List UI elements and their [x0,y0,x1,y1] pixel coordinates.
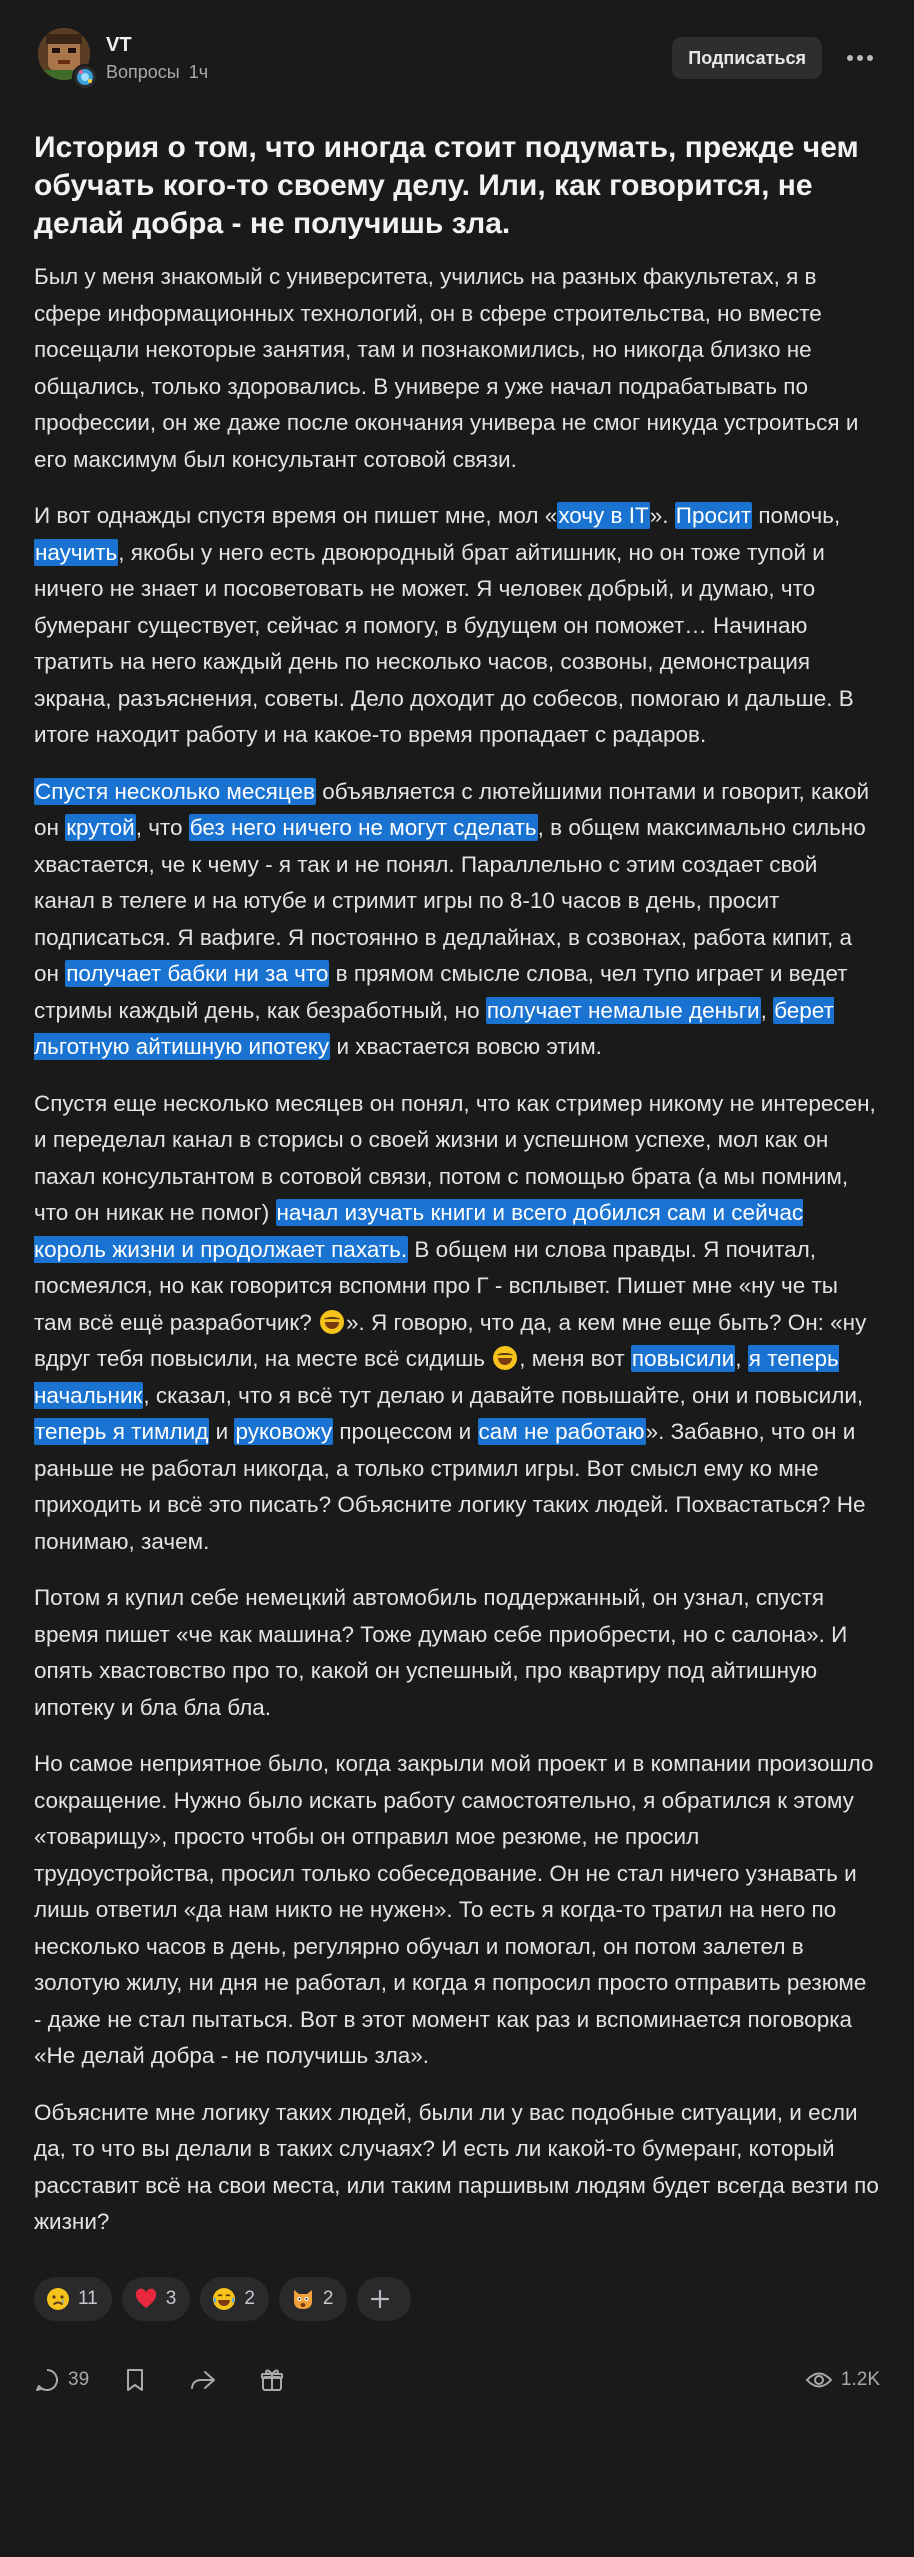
text-segment: , якобы у него есть двоюродный брат айтишник, но он тоже тупой и ничего не знает и посоветовать не может. Я человек добрый, и думаю, что бумеранг существует, сейчас я помогу, в будущем он поможет… Начинаю тратить на него каждый день по несколько часов, созвоны, демонстрация экрана, разъяснения, советы. Дело доходит до собесов, помогаю и дальше. В итоге находит работу и на какое-то время пропадает с радаров. [34,539,854,747]
reaction-heart[interactable] [122,2277,191,2321]
highlighted-text: получает бабки ни за что [66,961,329,986]
comments-button[interactable] [34,2367,89,2393]
plus-icon [369,2288,391,2310]
text-segment: , сказал, что я всё тут делаю и давайте повышайте, они и повысили, [143,1382,864,1408]
highlighted-text: без него ничего не могут сделать [189,815,537,840]
text-segment: Объясните мне логику таких людей, были ли у вас подобные ситуации, и если да, то что вы делали в таких случаях? И есть ли какой-то бумеранг, который расставит всё на свои места, или таким паршивым людям будет всегда везти по жизни? [34,2099,879,2234]
more-options-icon[interactable] [840,38,880,78]
text-segment: ». Я говорю, что да, а кем мне еще быть? Он: «ну вдруг тебя повысили, на месте всё сидишь [34,1309,867,1371]
community-name[interactable]: Вопросы [106,61,180,82]
post-paragraph [34,259,880,478]
highlighted-text: Спустя несколько месяцев [35,778,315,804]
eye-icon [805,2370,833,2390]
post-footer [34,2361,880,2399]
text-segment: ». Забавно, что он и раньше не работал никогда, а только стримил игры. Вот смысл ему ко мне приходить и всё это писать? Объясните логику таких людей. Похвастаться? Не понимаю, зачем. [34,1419,866,1554]
subscribe-button[interactable]: Подписаться [672,37,822,79]
highlighted-text: Просит [675,503,752,528]
community-icon[interactable] [72,64,98,90]
rofl-emoji-icon [320,1310,344,1334]
post-paragraph [34,1086,880,1561]
reaction-count: 11 [78,2287,98,2309]
post-header [34,26,880,90]
highlighted-text: я теперь начальник [34,1346,839,1408]
views-count: 1.2K [840,2368,880,2390]
text-segment: , [735,1346,748,1371]
reaction-count: 3 [165,2287,177,2309]
text-segment: , в общем максимально сильно хвастается, че к чему - я так и не понял. Параллельно с этим создает свой канал в телеге и на ютубе и стримит игры по 8-10 часов в день, просит подписаться. Я вафиге. Я постоянно в дедлайнах, в созвонах, работа кипит, а он [34,815,866,986]
heart-icon [134,2287,158,2311]
rofl-emoji-icon [493,1346,517,1370]
highlighted-text: научить [35,539,118,565]
text-segment: , [760,997,774,1023]
text-segment: Но самое неприятное было, когда закрыли мой проект и в компании произошло сокращение. Нужно было искать работу самостоятельно, я обратился к этому «товарищу», просто чтобы он отправил мое резюме, не просил трудоустройства, просил только собеседование. Он не стал ничего узнавать и лишь ответил «да нам никто не нужен». То есть я когда-то тратил на него по несколько часов в день, регулярно обучал и помогал, он потом залетел в золотую жилу, ни дня не работал, и когда я попросил просто отправить резюме - даже не стал пытаться. Вот в этот момент как раз и вспоминается поговорка «Не делай добра - не получишь зла». [34,1751,874,2068]
reaction-count: 2 [244,2287,255,2309]
reaction-cat[interactable] [279,2277,348,2321]
sad-face-icon [46,2287,70,2311]
highlighted-text: теперь я тимлид [35,1419,209,1444]
post-paragraph [34,1746,880,2075]
cat-face-icon [291,2287,315,2311]
text-segment: Потом я купил себе немецкий автомобиль поддержанный, он узнал, спустя время пишет «че как машина? Тоже думаю себе приобрести, но с салона». И опять хвастовство про то, какой он успешный, про квартиру под айтишную ипотеку и бла бла бла. [34,1585,848,1720]
donate-button[interactable] [259,2367,293,2393]
highlighted-text: повысили [631,1346,735,1371]
community-line [106,60,208,84]
post-body [34,259,880,2241]
text-segment: , что [135,815,189,840]
post-meta [106,33,208,84]
text-segment: помочь, [752,503,841,528]
text-segment: , меня вот [519,1346,631,1371]
author-avatar-group[interactable] [34,26,98,90]
text-segment: и хвастается вовсю этим. [330,1034,602,1059]
text-segment: в прямом смысле слова, чел тупо играет и ведет стримы каждый день, как безработный, но [34,961,848,1023]
share-icon [189,2368,217,2392]
bookmark-icon [123,2367,147,2393]
post-paragraph [34,1580,880,1726]
laugh-face-icon [212,2287,236,2311]
highlighted-text: сам не работаю [478,1419,645,1444]
text-segment: И вот однажды спустя время он пишет мне, мол « [34,503,558,528]
highlighted-text: начал изучать книги и всего добился сам и сейчас король жизни и продолжает пахать. [34,1200,804,1262]
text-segment: ». [649,503,675,528]
highlighted-text: хочу в IT [558,503,649,528]
post-title[interactable]: История о том, что иногда стоит подумать, прежде чем обучать кого-то своему делу. Или, как говорится, не делай добра - не получишь зла. [34,131,859,240]
bookmark-button[interactable] [123,2367,155,2393]
post-paragraph [34,2095,880,2241]
comments-count: 39 [68,2368,90,2390]
views-counter [805,2369,880,2391]
reactions-bar [34,2277,880,2321]
text-segment: объявляется с лютейшими понтами и говорит, какой он [34,778,870,840]
reaction-count: 2 [322,2287,334,2309]
text-segment: Был у меня знакомый с университета, учились на разных факультетах, я в сфере информационных технологий, он в сфере строительства, но вместе посещали некоторые занятия, там и познакомились, но никогда близко не общались, только здоровались. В универе я уже начал подрабатывать по профессии, он же даже после окончания универа не смог никуда устроиться и его максимум был консультант сотовой связи. [34,264,859,472]
highlighted-text: берет льготную айтишную ипотеку [34,997,834,1059]
add-reaction-button[interactable] [357,2277,411,2321]
highlighted-text: получает немалые деньги [486,997,760,1023]
author-name[interactable]: VT [106,33,132,56]
reaction-laugh[interactable] [200,2277,269,2321]
text-segment: Спустя еще несколько месяцев он понял, что как стример никому не интересен, и переделал канал в сторисы о своей жизни и успешном успехе, мол как он пахал консультантом в сотовой связи, потом с помощью брата (а мы помним, что он никак не помог) [34,1090,876,1225]
share-button[interactable] [189,2368,225,2392]
text-segment: В общем ни слова правды. Я почитал, посмеялся, но как говорится вспомни про Г - всплывет. Пишет мне «ну че ты там всё ещё разработчик? [34,1236,838,1335]
text-segment: и [209,1419,235,1444]
post-paragraph [34,498,880,754]
gift-icon [259,2367,285,2393]
highlighted-text: крутой [66,815,135,840]
post-paragraph [34,774,880,1066]
comment-icon [34,2367,60,2393]
reaction-sad[interactable] [34,2277,112,2321]
text-segment: процессом и [333,1419,478,1444]
highlighted-text: руковожу [235,1419,333,1444]
post-time: 1ч [188,61,209,82]
